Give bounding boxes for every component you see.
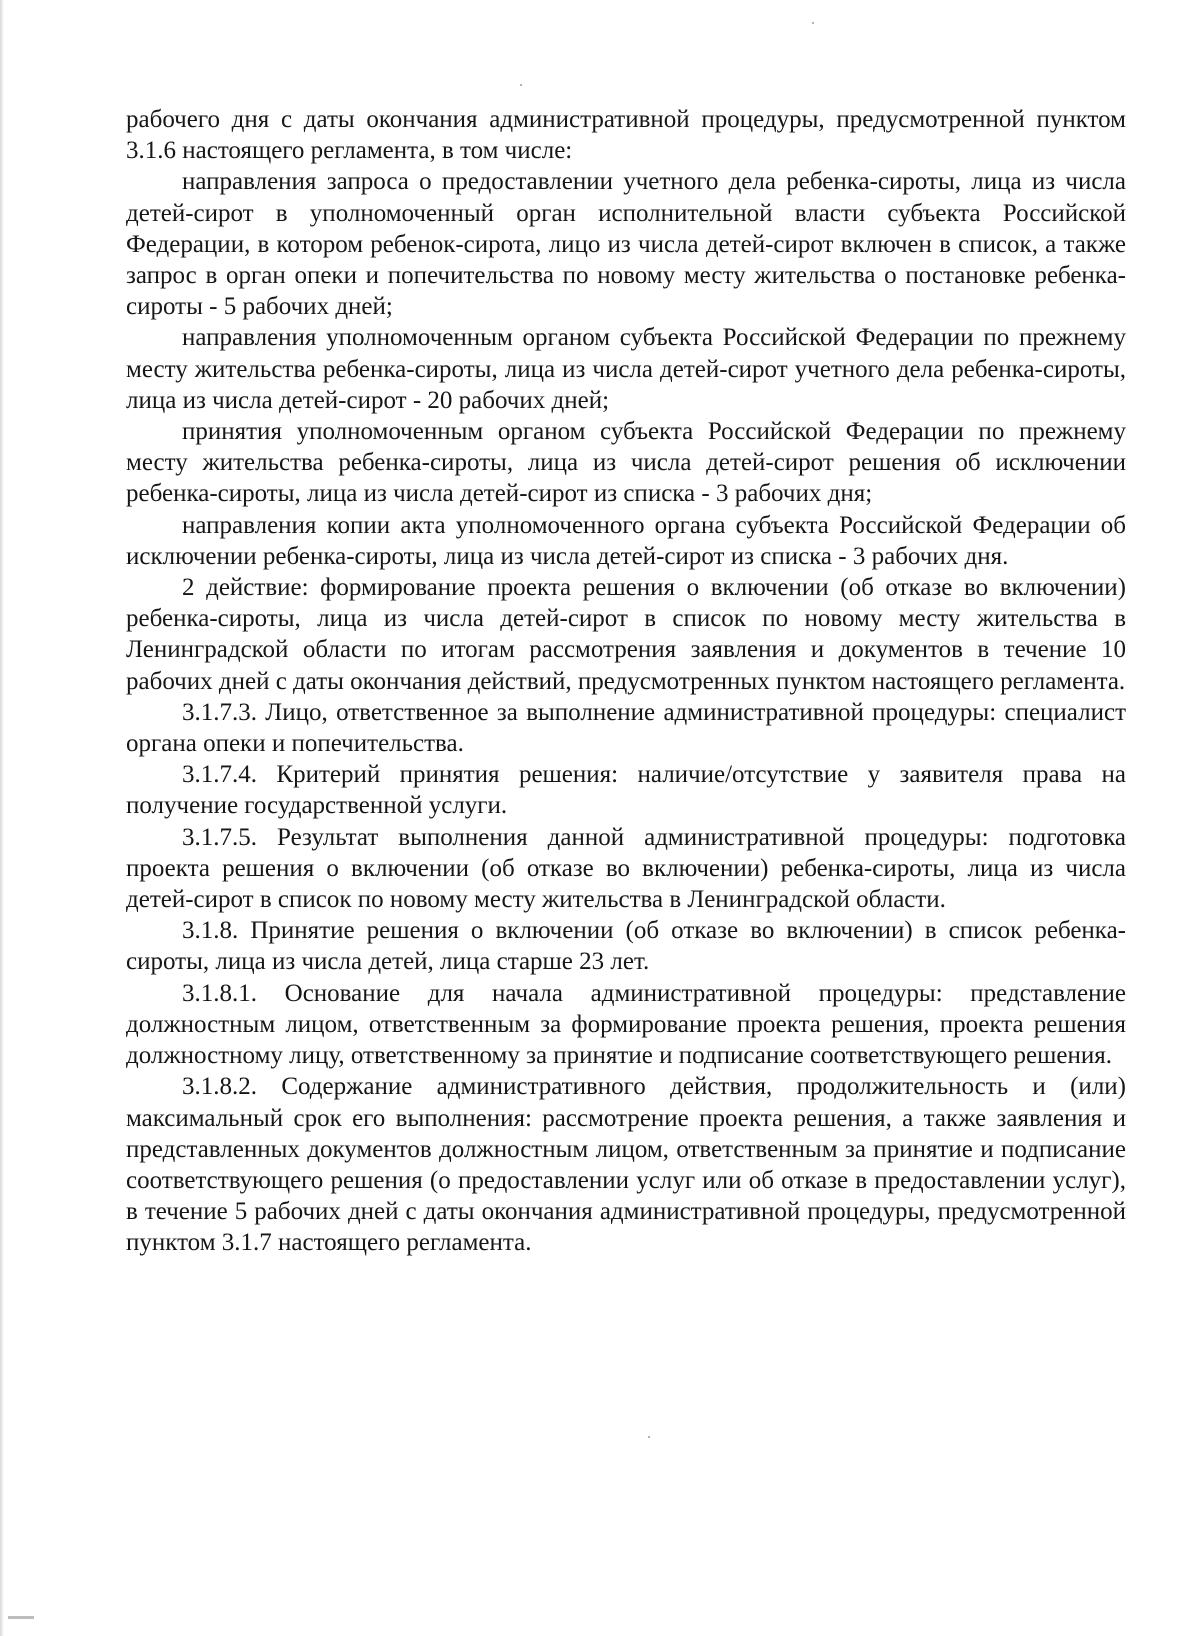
scan-speck [812, 22, 814, 24]
paragraph-2: направления запроса о предоставлении учетного дела ребенка-сироты, лица из числа детей-сирот в уполномоченный орган исполнительной власти субъекта Российской Федерации, в котором ребенок-сирота, лицо из числа детей-сирот включен в список, а также запрос в орган опеки и попечительства по новому месту жительства о постановке ребенка-сироты - 5 рабочих дней; [126, 168, 1126, 321]
paragraph-5: направления копии акта уполномоченного органа субъекта Российской Федерации об исключении ребенка-сироты, лица из числа детей-сирот из списка - 3 рабочих дня. [126, 511, 1126, 570]
document-body [126, 104, 1126, 1259]
paragraph-9: 3.1.7.5. Результат выполнения данной административной процедуры: подготовка проекта решения о включении (об отказе во включении) ребенка-сироты, лица из числа детей-сирот в список по новому месту жительства в Ленинградской области. [126, 823, 1126, 914]
paragraph-7: 3.1.7.3. Лицо, ответственное за выполнение административной процедуры: специалист органа опеки и попечительства. [126, 698, 1126, 758]
paragraph-8: 3.1.7.4. Критерий принятия решения: наличие/отсутствие у заявителя права на получение государственной услуги. [126, 761, 1126, 820]
scan-edge-shadow [0, 0, 4, 1636]
scan-speck [648, 1436, 650, 1438]
paragraph-4: принятия уполномоченным органом субъекта Российской Федерации по прежнему месту жительства ребенка-сироты, лица из числа детей-сирот решения об исключении ребенка-сироты, лица из числа детей-сирот из списка - 3 рабочих дня; [126, 418, 1126, 508]
paragraph-6: 2 действие: формирование проекта решения о включении (об отказе во включении) ребенка-сироты, лица из числа детей-сирот в список по новому месту жительства в Ленинградской области по итогам рассмотрения заявления и документов в течение 10 рабочих дней с даты окончания действий, предусмотренных пунктом настоящего регламента. [126, 574, 1126, 695]
scan-speck [520, 84, 522, 86]
scan-artifact-mark [8, 1616, 34, 1619]
paragraph-11: 3.1.8.1. Основание для начала административной процедуры: представление должностным лицом, ответственным за формирование проекта решения, проекта решения должностному лицу, ответственному за принятие и подписание соответствующего решения. [126, 979, 1126, 1070]
paragraph-3: направления уполномоченным органом субъекта Российской Федерации по прежнему месту жительства ребенка-сироты, лица из числа детей-сирот учетного дела ребенка-сироты, лица из числа детей-сирот - 20 рабочих дней; [126, 324, 1126, 414]
paragraph-10: 3.1.8. Принятие решения о включении (об отказе во включении) в список ребенка-сироты, лица из числа детей, лица старше 23 лет. [126, 917, 1126, 976]
paragraph-12: 3.1.8.2. Содержание административного действия, продолжительность и (или) максимальный срок его выполнения: рассмотрение проекта решения, а также заявления и представленных документов должностным лицом, ответственным за принятие и подписание соответствующего решения (о предоставлении услуг или об отказе в предоставлении услуг), в течение 5 рабочих дней с даты окончания административной процедуры, предусмотренной пунктом 3.1.7 настоящего регламента. [126, 1073, 1126, 1257]
paragraph-1: рабочего дня с даты окончания административной процедуры, предусмотренной пунктом 3.1.6 настоящего регламента, в том числе: [126, 106, 1126, 165]
